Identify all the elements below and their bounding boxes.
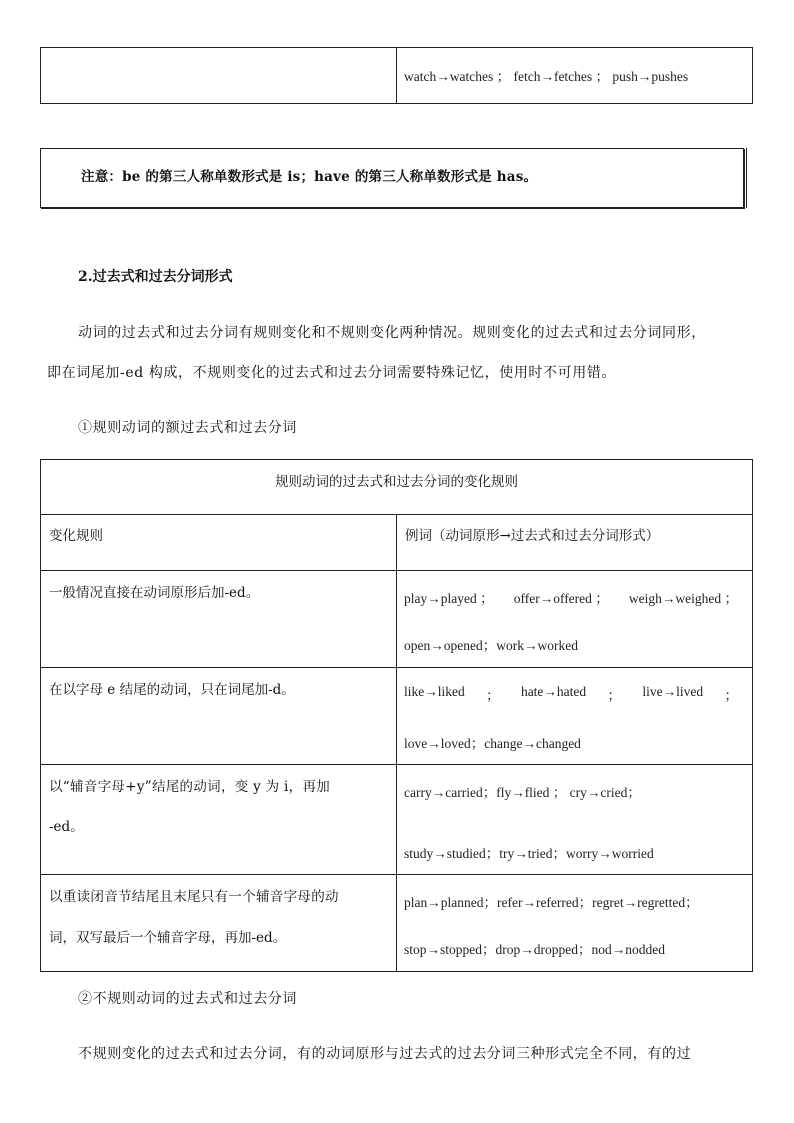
example-line-2: stop→stopped；drop→dropped；nod→nodded [404,942,665,957]
header-example-cell [397,515,753,571]
rule-cell [41,875,397,972]
example-line-1: carry→carried；fly→flied ； cry→cried； [404,785,641,800]
top-table-example: watch→watches ； fetch→fetches ； push→pushes [404,69,689,84]
header-rule-cell [41,515,397,571]
table-row [41,875,753,972]
table-row [41,765,753,875]
example-cell [397,765,753,875]
rule-text-line-2: 词，双写最后一个辅音字母，再加-ed。 [49,929,287,946]
rules-table [40,459,753,972]
example-cell [397,571,753,668]
example-word: hate→hated [520,684,587,699]
header-rule: 变化规则 [49,528,103,544]
rules-table-title: 规则动词的过去式和过去分词的变化规则 [275,474,518,490]
section-heading: 2.过去式和过去分词形式 [78,269,233,285]
example-word: ； [724,688,738,703]
rule-cell [41,668,397,765]
example-line-1 [397,571,752,607]
rule-text-line-1: 以重读闭音节结尾且末尾只有一个辅音字母的动 [49,889,339,905]
example-word: live→lived [642,684,704,699]
rule-text-line-1: 以“辅音字母+y”结尾的动词，变 y 为 i，再加 [49,779,331,795]
example-word: offer→offered ； [513,591,609,606]
header-example: 例词（动词原形→过去式和过去分词形式） [405,528,660,544]
example-word: play→played ； [404,591,494,606]
irregular-paragraph: 不规则变化的过去式和过去分词，有的动词原形与过去式的过去分词三种形式完全不同，有的过 [78,1046,692,1062]
note-box [40,148,744,208]
top-table [40,47,753,104]
example-word: like→liked [404,684,465,699]
rule-cell [41,765,397,875]
table-row [41,668,753,765]
rules-table-title-cell [41,460,753,515]
top-table-left-cell [41,48,397,104]
subheading-regular-verbs: ①规则动词的额过去式和过去分词 [78,420,297,436]
example-cell [397,875,753,972]
example-cell [397,668,753,765]
example-line-1 [397,668,752,704]
rule-cell [41,571,397,668]
example-word: ； [607,688,622,703]
top-table-right-cell [397,48,753,104]
paragraph-line-2: 即在词尾加-ed 构成，不规则变化的过去式和过去分词需要特殊记忆，使用时不可用错。 [47,365,617,381]
example-line-2: open→opened；work→worked [404,638,578,653]
example-word: ； [486,688,500,703]
rule-text-line-2: -ed。 [49,818,84,835]
example-line-1: plan→planned；refer→referred；regret→regretted； [404,895,699,910]
subheading-irregular-verbs: ②不规则动词的过去式和过去分词 [78,991,297,1007]
rule-text: 在以字母 e 结尾的动词，只在词尾加-d。 [49,682,295,698]
table-row [41,571,753,668]
rule-text: 一般情况直接在动词原形后加-ed。 [49,585,260,601]
note-text: 注意：be 的第三人称单数形式是 is；have 的第三人称单数形式是 has。 [81,169,538,185]
example-word: weigh→weighed ； [628,591,738,606]
example-line-2: love→loved；change→changed [404,736,581,751]
paragraph-line-1: 动词的过去式和过去分词有规则变化和不规则变化两种情况。规则变化的过去式和过去分词同形， [78,325,706,341]
example-line-2: study→studied；try→tried；worry→worried [404,846,654,861]
